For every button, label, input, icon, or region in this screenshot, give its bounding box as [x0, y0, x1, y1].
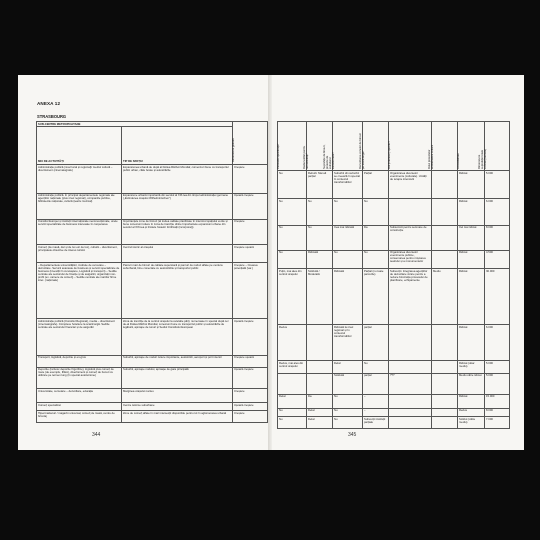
header-c4 — [359, 122, 389, 171]
cell-c7: Ridicat — [458, 325, 485, 361]
cell-space: Expansiune urbană importantă din secolul al XIX-lea din timpul administrației germane („Extinderea orașului Wilhelminischen”) — [122, 193, 233, 219]
cell-c7: Ridicat — [458, 268, 485, 324]
table-row — [37, 193, 268, 219]
cell-form: Creștere — [233, 219, 268, 244]
cell-c2: Nu — [307, 225, 333, 250]
cell-activity: Universitate, cercetare – dezvoltare, educație — [37, 388, 122, 402]
cell-space: Expansiunea urbană de după al Doilea Război Mondial; comenzuri bune cu transportul public urban, căile ferate și autostrăzile — [122, 165, 233, 193]
cell-c7: Ridicat (doar mediu) — [458, 361, 485, 373]
cell-c1: Puțin, mai ales din centrul orașului — [278, 268, 307, 324]
cell-c3: Ridicată la nivel regional și în contextul transformărilor — [333, 325, 363, 361]
header-line: Accesibilitate — [457, 152, 460, 169]
table-row — [278, 268, 510, 324]
cell-space: Zone de comerț aflate în mari intersecții disponibile pentru tot în aglomerarea urbană — [122, 411, 233, 423]
header-line: emblematice cultură — [431, 144, 434, 169]
cell-c2: Nu — [307, 199, 333, 225]
cell-c5: Subsonicit pentru semnare de construcție — [389, 225, 432, 250]
cell-c4: Subvenții instituții parțiale — [363, 417, 389, 429]
cell-activity: Administrație publică (nivel local și regional)/ mediu/ cultură – divertisment (cinematografe) — [37, 165, 122, 193]
cell-activity: Comerț specializat — [37, 403, 122, 411]
cell-activity: Depozite (inclusiv depozite frigorifice), logistică plus comerț de mare (de exemplu, IKEA), divertisment și comerț de bunuri cu utilizare pe termen lung (în special autoturisme) — [37, 367, 122, 388]
header-form — [233, 122, 268, 165]
cell-c6 — [432, 325, 458, 361]
cell-form: Creștere ușoară — [233, 244, 268, 262]
table-row — [278, 417, 510, 429]
cell-c8: 6.000 — [485, 199, 510, 225]
cell-c1: Nu — [278, 171, 307, 199]
cell-c6 — [432, 373, 458, 394]
table-row — [278, 361, 510, 373]
cell-c4: Parțial (nu toate parcurile) — [363, 268, 389, 324]
header-space-label: TIP DE SPAȚIU — [123, 159, 143, 164]
header-activity-label: MIX DE ACTIVITĂȚI — [38, 159, 64, 164]
cell-c6: Mediu — [432, 268, 458, 324]
cell-c1: Nu — [278, 225, 307, 250]
table-row — [278, 408, 510, 416]
cell-space: Centre istorice suburbane — [122, 403, 233, 411]
cell-c4: Nu — [363, 361, 389, 373]
cell-space: Zona de tranziție de la centrul orașului la celelalte părți, numeroase în special după cel de-al Doilea Război Mondial, conexiuni bune cu transportul public și autostrăzile de legătură, aproape de tunuri și Sediul Consiliului European — [122, 319, 233, 355]
table-row — [37, 244, 268, 262]
cell-c1: Deloc — [278, 394, 307, 408]
page-number-left: 344 — [92, 432, 101, 438]
header-c5-label — [388, 141, 391, 169]
table-row — [37, 403, 268, 411]
header-line: proiecte de — [326, 155, 329, 169]
table-row — [278, 225, 510, 250]
cell-c6 — [432, 361, 458, 373]
table-row — [278, 171, 510, 199]
cell-space: Parcuri mari de birouri de calitate superioară și parcuri de noduri aflate pe centura suburbană, bine conectate cu autostrăzile și transportul public — [122, 263, 233, 319]
cell-c3: Suburbii din suburbii se creează în special în contextul transformărilor — [333, 171, 363, 199]
cell-c5: Organizarea diverselor evenimente publice, conservarea pentru mișcarea teatrului și a monumentelor — [389, 250, 432, 268]
cell-c4: Nu — [363, 199, 389, 225]
cell-c1: Nu — [278, 417, 307, 429]
cell-c8: 15.000 — [485, 394, 510, 408]
header-c7-label — [457, 153, 460, 169]
right-header-row — [278, 122, 510, 171]
header-c3 — [323, 122, 363, 171]
cell-c7: Ridicat — [458, 199, 485, 225]
cell-c2 — [307, 361, 333, 373]
cell-c8: 6.000 — [485, 325, 510, 361]
cell-activity: Consiliul Europei și instituții internaționale neconvenționale, unele servicii specializate de business interesate în cooperarea — [37, 219, 122, 244]
cell-form: Ușoară creștere — [233, 367, 268, 388]
cell-c6 — [432, 408, 458, 416]
cell-c5 — [389, 417, 432, 429]
table-row — [278, 325, 510, 361]
table-row — [37, 367, 268, 388]
header-line: suprafeței totale — [481, 149, 484, 169]
cell-c6 — [432, 250, 458, 268]
table-row — [278, 394, 510, 408]
cell-activity: Transport, logistică, depozite și en-gros — [37, 355, 122, 367]
cell-c2: Deloc — [307, 408, 333, 416]
cell-c7: Mediu către ridicat — [458, 373, 485, 394]
cell-c6 — [432, 199, 458, 225]
header-form-label: Dimensiune globală — [232, 137, 236, 162]
header-line: pe scară largă? — [362, 150, 365, 169]
table-row — [37, 319, 268, 355]
cell-c7: Ridicat — [458, 171, 485, 199]
cell-activity: Administrație publică. În principal departamentele regionale ale agențiilor naționale (plus nivel regional), companiile publice, bibliotecile naționale, cultură (teatru muzical) — [37, 193, 122, 219]
cell-c3: Deloc — [333, 361, 363, 373]
cell-space: Suburbii, aproape de noduri rutiere importante, autostrăzi, aeroport și port interior — [122, 355, 233, 367]
cell-form: Ușoară creștere — [233, 403, 268, 411]
cell-c5 — [389, 325, 432, 361]
cell-c4: Parțial — [363, 171, 389, 199]
table-row — [37, 263, 268, 319]
cell-c4: Da — [363, 225, 389, 250]
cell-c8: 5.000 — [485, 373, 510, 394]
table-row — [278, 250, 510, 268]
cell-c3: Nu — [333, 417, 363, 429]
cell-activity: Hipermarketuri / magazin universal, comerț de masă, centre de bricolaj — [37, 411, 122, 423]
table-row — [278, 373, 510, 394]
header-line: Dezvoltarea zonelor de birouri — [359, 132, 362, 169]
cell-c5 — [389, 394, 432, 408]
table-row — [37, 388, 268, 402]
cell-c6 — [432, 225, 458, 250]
header-line: extindere/ — [329, 156, 332, 169]
table-row — [37, 411, 268, 423]
cell-c3: Nu — [333, 408, 363, 416]
cell-c8: 5.000 — [485, 171, 510, 199]
cell-c1: Redus — [278, 325, 307, 361]
header-c4-label — [359, 133, 365, 169]
cell-form: Creștere — [233, 388, 268, 402]
header-c8 — [478, 122, 510, 171]
cell-space: Suburbii, aproape nodului, aproape de gara principală — [122, 367, 233, 388]
cell-c5 — [389, 361, 432, 373]
cell-c8: 7.000 — [485, 417, 510, 429]
cell-c5: Subvenții. Integrarea agențiilor de dezvoltare vizare pentru a reduce birocrația procesului de planificare, echipamente — [389, 268, 432, 324]
cell-c2: Rebuilt. Mai alt parțial — [307, 171, 333, 199]
header-line: Perioadă specificații? — [277, 143, 280, 169]
header-c8-label — [478, 148, 487, 168]
table-row — [37, 165, 268, 193]
cell-c5 — [389, 408, 432, 416]
cell-form: Creștere ușoară — [233, 355, 268, 367]
cell-c7: Ridicat — [458, 394, 485, 408]
cell-c8: 30.000 — [485, 268, 510, 324]
cell-c6 — [432, 417, 458, 429]
table-row — [278, 199, 510, 225]
cell-c3: Cea mai ridicată — [333, 225, 363, 250]
book-gutter — [268, 75, 272, 450]
cell-c6 — [432, 394, 458, 408]
cell-c3: Nu — [333, 199, 363, 225]
cell-form: Creștere — [233, 411, 268, 423]
header-line: Dimensiune — [478, 154, 481, 169]
cell-c2 — [307, 325, 333, 361]
header-line: noi activități? — [306, 153, 309, 169]
cell-c1: Redus, mai ales din centrul orașului — [278, 361, 307, 373]
cell-space: Marginea orașului nucleu — [122, 388, 233, 402]
cell-c4: – — [363, 394, 389, 408]
cell-space: Importanțele zone de birouri (al treilea calitate planificate în interiorul spațiului verde și bune conexiuni rutiere în zona de tranziție dintre Importantele expansiuni urbane din secolul al XIX-lea și limitele fostelor fortificații (incorporat)) — [122, 219, 233, 244]
table-row — [37, 219, 268, 244]
header-line: Rol (interesul) specific? — [388, 140, 391, 169]
cell-activity: – Departamentele universităților, institute de cercetare – dezvoltare. Servicii avansate de business și servicii specializate de business (investiții în cunoaștere, Logistică și transport) – Sediile centrale ale sectorului de finanțe și de asigurări, organizații non-profit (ex. camere de comerț) – Sediile centrale ale mariilor firme inter- (naționale) — [37, 263, 122, 319]
cell-c5: ??? — [389, 373, 432, 394]
cell-c4: parțial — [363, 373, 389, 394]
cell-c7: Ridicat — [458, 250, 485, 268]
header-c1-label — [277, 143, 280, 168]
table-row — [37, 355, 268, 367]
cell-c1 — [278, 373, 307, 394]
header-line: Suprafețe de birouri, — [323, 144, 326, 169]
header-line: transformare? — [332, 151, 335, 169]
left-table-body — [37, 165, 268, 423]
cell-c2: Scăzută / Moderată — [307, 268, 333, 324]
annex-title: ANEXA 12 — [37, 101, 61, 106]
header-c6-label — [428, 145, 434, 169]
cell-activity: Administrație publică (Consiliul Regional), media – divertisment (cinematografe). Complexe hoteliere la scară largă. Sediile centrale ale sectorului financiar și de asigurări — [37, 319, 122, 355]
section-title: STRASBOURG — [37, 114, 67, 119]
cell-c4: parțial — [363, 325, 389, 361]
cell-c3: Ridicată — [333, 268, 363, 324]
right-table — [277, 121, 510, 429]
cell-form: Ușoară creștere — [233, 193, 268, 219]
cell-c8: 8.000 — [485, 225, 510, 250]
cell-c1: Nu — [278, 250, 307, 268]
header-line: a zonei (hectare) — [484, 148, 487, 169]
cell-c1: Nu — [278, 199, 307, 225]
cell-c2: Da — [307, 394, 333, 408]
cell-c3: Nu — [333, 394, 363, 408]
header-activity — [37, 127, 122, 165]
header-line: Rolul proiectelor — [428, 149, 431, 169]
cell-c8: 4.500 — [485, 250, 510, 268]
cell-c3: Nu — [333, 250, 363, 268]
header-c3-label — [323, 144, 335, 168]
cell-c1: Nu — [278, 408, 307, 416]
cell-space: Centrul istoric al orașului — [122, 244, 233, 262]
cell-form: Creștere — [233, 165, 268, 193]
cell-c2: Ridicată — [307, 250, 333, 268]
header-line: Redezvoltări pentru — [303, 145, 306, 169]
page-number-right: 345 — [348, 432, 357, 438]
cell-c4: Nu — [363, 250, 389, 268]
header-c2-label — [303, 145, 309, 168]
cell-activity: Comerț (de masă, dar și de lux etc de lux), cultură – divertisment, principalele obiective de interes turistic — [37, 244, 122, 262]
header-c5 — [389, 122, 432, 171]
cell-c6 — [432, 171, 458, 199]
cell-c8: 5.000 — [485, 361, 510, 373]
left-table — [36, 121, 268, 423]
cell-form: Ușoară creștere — [233, 319, 268, 355]
cell-c2: Deloc — [307, 417, 333, 429]
cell-c4: – — [363, 408, 389, 416]
cell-c8: 8.000 — [485, 408, 510, 416]
right-table-body — [278, 171, 510, 429]
header-group-label: SUB-CENTRE METROPOLITANE — [37, 122, 233, 127]
header-c6 — [428, 122, 458, 171]
cell-c3: Scăzută — [333, 373, 363, 394]
cell-c7: Cel mai ridicat — [458, 225, 485, 250]
cell-c7: Scăzut (către mediu) — [458, 417, 485, 429]
cell-c5 — [389, 199, 432, 225]
cell-form: Creștere – Crearea potențială (var.) — [233, 263, 268, 319]
cell-c5: Organizarea diverselor evenimente (culturale). Unități de terapie intensivă — [389, 171, 432, 199]
cell-c7: Redus — [458, 408, 485, 416]
cell-c2 — [307, 373, 333, 394]
